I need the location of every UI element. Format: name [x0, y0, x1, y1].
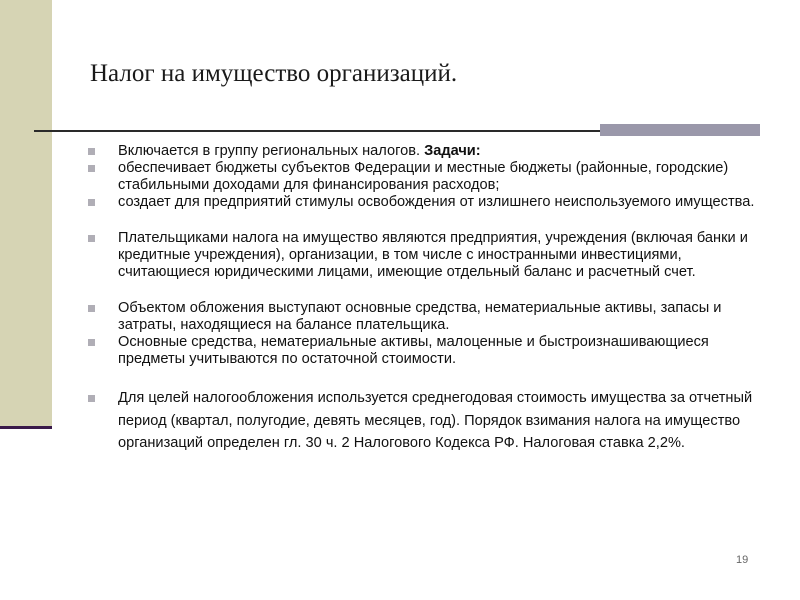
list-spacer [88, 281, 758, 300]
list-item-text: Включается в группу региональных налогов. [118, 143, 425, 159]
list-item-emphasis: Задачи: [424, 143, 481, 159]
title-divider [34, 130, 600, 132]
page-number: 19 [736, 554, 749, 566]
square-bullet-icon [88, 165, 95, 172]
list-item [88, 387, 758, 455]
square-bullet-icon [88, 199, 95, 206]
square-bullet-icon [88, 339, 95, 346]
left-decor-band [0, 0, 52, 426]
list-item [88, 230, 758, 281]
list-item-text: создает для предприятий стимулы освобождения от излишнего неиспользуемого имущества. [118, 194, 755, 210]
bullet-list [88, 143, 758, 455]
list-spacer [88, 211, 758, 230]
square-bullet-icon [88, 395, 95, 402]
list-spacer [88, 368, 758, 387]
list-item-text: Плательщиками налога на имущество являются предприятия, учреждения (включая банки и кредитные учреждения), организации, в том числе с иностранными инвестициями, считающиеся юридическими лицами, имеющие отдельный баланс и расчетный счет. [118, 230, 748, 280]
list-item-text: Для целей налогообложения используется среднегодовая стоимость имущества за отчетный период (квартал, полугодие, девять месяцев, год). Порядок взимания налога на имущество организаций определен гл. 30 ч. 2 Налогового Кодекса РФ. Налоговая ставка 2,2%. [118, 390, 753, 451]
title-accent-bar [600, 124, 760, 136]
left-decor-band-edge [0, 426, 52, 429]
list-item-text: Основные средства, нематериальные активы, малоценные и быстроизнашивающиеся предметы учитываются по остаточной стоимости. [118, 334, 709, 367]
square-bullet-icon [88, 305, 95, 312]
list-item [88, 194, 758, 211]
list-item [88, 334, 758, 368]
list-item-text: обеспечивает бюджеты субъектов Федерации и местные бюджеты (районные, городские) стабильными доходами для финансирования расходов; [118, 160, 729, 193]
list-item-text: Объектом обложения выступают основные средства, нематериальные активы, запасы и затраты, находящиеся на балансе плательщика. [118, 300, 722, 333]
list-item [88, 300, 758, 334]
slide-title: Налог на имущество организаций. [90, 60, 458, 87]
square-bullet-icon [88, 148, 95, 155]
list-item [88, 143, 758, 160]
list-item [88, 160, 758, 194]
square-bullet-icon [88, 235, 95, 242]
